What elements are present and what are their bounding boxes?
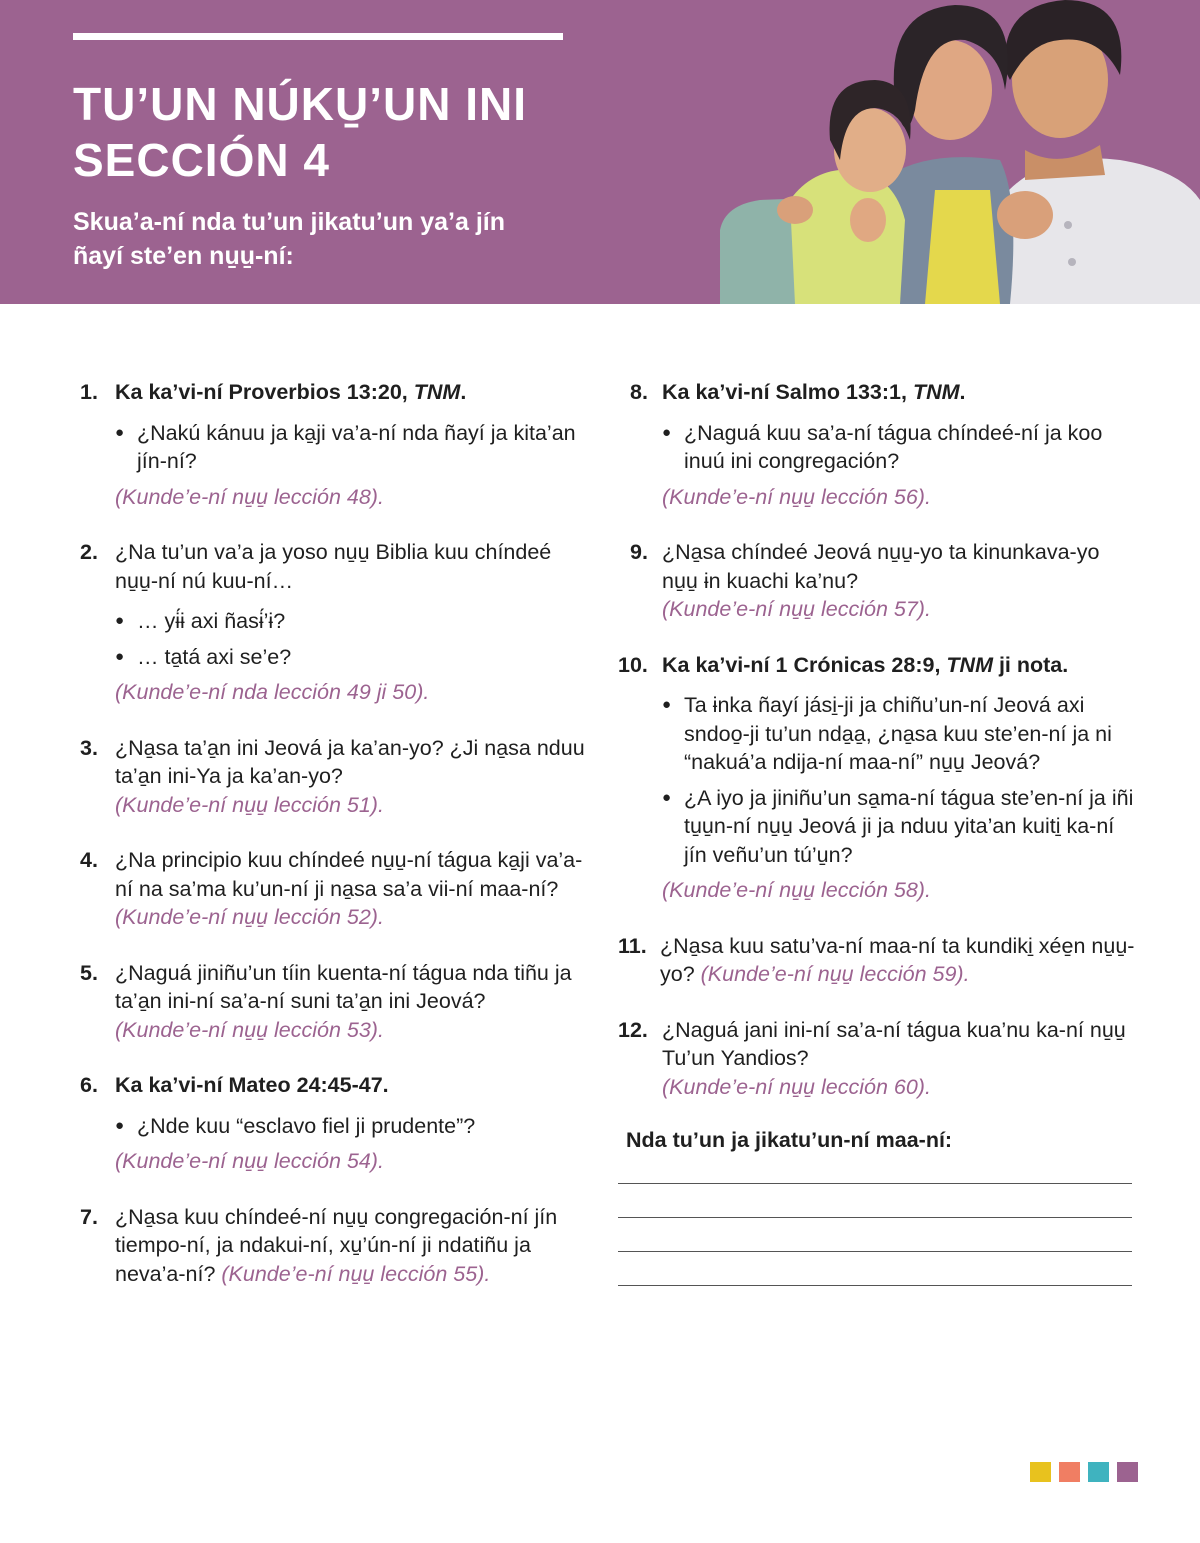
questions-right-column — [618, 378, 1138, 1286]
bullet-item: ● … ta̱tá axi se’e? — [115, 643, 595, 672]
note-line-2[interactable] — [618, 1217, 1132, 1218]
question-10 — [618, 651, 1138, 905]
lesson-reference: (Kunde’e-ní nu̱u̱ lección 58). — [662, 878, 931, 902]
question-text: ¿Na̱sa ta’a̱n ini Jeová ja ka’an-yo? ¿Ji na̱sa nduu ta’a̱n ini-Ya ja ka’an-yo? — [115, 735, 585, 788]
lesson-reference: (Kunde’e-ní nu̱u̱ lección 55). — [221, 1261, 491, 1286]
question-12 — [618, 1016, 1138, 1102]
question-number: 5. — [80, 960, 98, 985]
tnm-label: TNM — [912, 380, 960, 404]
bullet-list — [662, 691, 1138, 869]
question-text: ¿Na tu’un va’a ja yoso nu̱u̱ Biblia kuu chíndeé nu̱u̱-ní nú kuu-ní… — [115, 540, 552, 593]
question-11 — [618, 932, 1138, 989]
bullet-item: ● ¿Naguá kuu sa’a-ní tágua chíndeé-ní ja koo inuú ini congregación? — [662, 419, 1138, 476]
note-line-1[interactable] — [618, 1183, 1132, 1184]
question-tail: . — [460, 380, 467, 404]
bullet-item: ● Ta ɨnka ñayí jási̱-ji ja chiñu’un-ní Jeová axi sndoo̱-ji tu’un nda̱a̱, ¿na̱sa kuu ste’en-ní ja ni “nakuá’a ndija-ní maa-ní” nu̱u̱ Jeová? — [662, 691, 1138, 777]
question-tail: . — [959, 380, 966, 404]
family-praying-illustration — [700, 0, 1200, 304]
question-number: 4. — [80, 848, 98, 872]
page-subtitle — [73, 205, 633, 273]
teal-square — [1088, 1462, 1109, 1482]
color-squares-decoration — [1030, 1462, 1138, 1482]
question-text: Ka ka’vi-ní Proverbios 13:20, — [115, 380, 414, 404]
lesson-reference: (Kunde’e-ní nu̱u̱ lección 48). — [115, 484, 384, 509]
question-8 — [618, 378, 1138, 511]
question-3 — [80, 734, 595, 820]
bullet-item: ● … yɨ́ɨ axi ñasɨ́’ɨ? — [115, 607, 595, 636]
question-9 — [618, 538, 1138, 624]
questions-left-column — [80, 378, 595, 1315]
orange-square — [1059, 1462, 1080, 1482]
notes-title: Nda tu’un ja jikatu’un-ní maa-ní: — [626, 1128, 953, 1152]
lesson-reference: (Kunde’e-ní nu̱u̱ lección 56). — [662, 484, 931, 509]
bullet-list — [115, 1112, 595, 1141]
lesson-reference: (Kunde’e-ní nu̱u̱ lección 52). — [115, 905, 384, 929]
note-line-3[interactable] — [618, 1251, 1132, 1252]
question-text: ¿Na̱sa chíndeé Jeová nu̱u̱-yo ta kinunkava-yo nu̱u̱ ɨn kuachi ka’nu? — [662, 540, 1100, 593]
subtitle-line-1: Skua’a-ní nda tu’un jikatu’un ya’a jín — [73, 208, 506, 236]
lesson-reference: (Kunde’e-ní nda lección 49 ji 50). — [115, 680, 430, 704]
question-4 — [80, 846, 595, 932]
question-text: Ka ka’vi-ní Mateo 24:45-47. — [115, 1073, 389, 1097]
purple-square — [1117, 1462, 1138, 1482]
question-text: ¿Na principio kuu chíndeé nu̱u̱-ní tágua ka̱ji va’a-ní na sa’ma ku’un-ní ji na̱sa sa’a vii-ní maa-ní? — [115, 848, 583, 901]
title-line-2: SECCIÓN 4 — [73, 134, 330, 186]
question-number: 7. — [80, 1204, 98, 1229]
question-number: 2. — [80, 540, 98, 564]
bullet-list — [662, 419, 1138, 476]
question-tail: ji nota. — [992, 652, 1069, 677]
question-number: 1. — [80, 380, 98, 404]
question-6 — [80, 1071, 595, 1176]
question-text: ¿Na̱sa kuu satu’va-ní maa-ní ta kundiki̱ xée̱n nu̱u̱-yo? — [660, 933, 1135, 986]
question-number: 8. — [630, 380, 648, 404]
lesson-reference: (Kunde’e-ní nu̱u̱ lección 57). — [662, 597, 931, 621]
subtitle-line-2: ñayí ste’en nu̱u̱-ní: — [73, 242, 294, 270]
header-rule — [73, 33, 563, 40]
question-text: Ka ka’vi-ní 1 Crónicas 28:9, — [662, 652, 947, 677]
header-banner — [0, 0, 1200, 304]
question-number: 12. — [618, 1017, 648, 1042]
tnm-label: TNM — [946, 652, 993, 677]
lesson-reference: (Kunde’e-ní nu̱u̱ lección 60). — [662, 1074, 931, 1099]
question-text: ¿Naguá jani ini-ní sa’a-ní tágua kua’nu ka-ní nu̱u̱ Tu’un Yandios? — [662, 1017, 1126, 1070]
question-2 — [80, 538, 595, 707]
lesson-reference: (Kunde’e-ní nu̱u̱ lección 54). — [115, 1149, 384, 1173]
tnm-label: TNM — [413, 380, 461, 404]
question-text: ¿Na̱sa kuu chíndeé-ní nu̱u̱ congregación-ní jín tiempo-ní, ja ndakui-ní, xu̱’ún-ní ji ndatiñu ja neva’a-ní? — [115, 1204, 558, 1286]
bullet-item: ● ¿A iyo ja jiniñu’un sa̱ma-ní tágua ste’en-ní ja iñi tu̱u̱n-ní nu̱u̱ Jeová ji ja nduu yita’an kuiti̱ ka-ní jín veñu’un tú’u̱n? — [662, 784, 1138, 870]
yellow-square — [1030, 1462, 1051, 1482]
question-1 — [80, 378, 595, 511]
question-text: ¿Naguá jiniñu’un tíin kuenta-ní tágua nda tiñu ja ta’a̱n ini-ní sa’a-ní suni ta’a̱n ini Jeová? — [115, 960, 572, 1013]
bullet-item: ● ¿Nakú kánuu ja ka̱ji va’a-ní nda ñayí ja kita’an jín-ní? — [115, 419, 595, 476]
question-number: 11. — [618, 933, 647, 958]
question-number: 9. — [630, 540, 648, 564]
question-number: 10. — [618, 652, 648, 677]
bullet-item: ● ¿Nde kuu “esclavo fiel ji prudente”? — [115, 1112, 595, 1141]
question-number: 3. — [80, 735, 98, 760]
lesson-reference: (Kunde’e-ní nu̱u̱ lección 53). — [115, 1017, 384, 1042]
page-title — [73, 76, 673, 188]
question-text: Ka ka’vi-ní Salmo 133:1, — [662, 380, 913, 404]
bullet-list — [115, 419, 595, 476]
note-line-4[interactable] — [618, 1285, 1132, 1286]
bullet-list — [115, 607, 595, 671]
title-line-1: TU’UN NÚKU̱’UN INI — [73, 78, 527, 130]
question-5 — [80, 959, 595, 1045]
question-7 — [80, 1203, 595, 1289]
lesson-reference: (Kunde’e-ní nu̱u̱ lección 59). — [700, 962, 970, 986]
lesson-reference: (Kunde’e-ní nu̱u̱ lección 51). — [115, 792, 384, 817]
question-number: 6. — [80, 1073, 98, 1097]
